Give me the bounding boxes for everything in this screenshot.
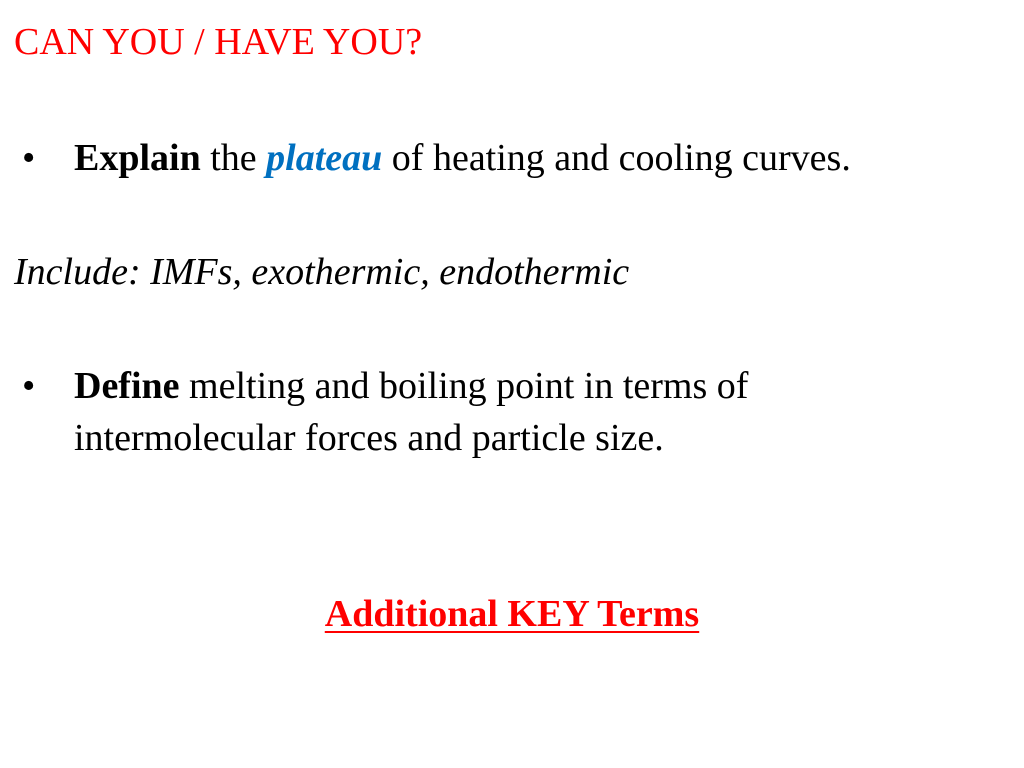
bullet-item-explain — [14, 132, 1014, 184]
additional-key-terms-link[interactable]: Additional KEY Terms — [324, 593, 700, 635]
bullet-text-after: of heating and cooling curves. — [391, 137, 851, 179]
additional-key-terms-row — [0, 588, 1024, 640]
bullet-item-define — [14, 360, 1014, 464]
bullet-lead-word: Define — [74, 365, 180, 407]
bullet-icon: • — [22, 365, 36, 407]
include-note: Include: IMFs, exothermic, endothermic — [14, 251, 630, 293]
slide-title: CAN YOU / HAVE YOU? — [14, 21, 423, 63]
bullet-text-after: melting and boiling point in terms of intermolecular forces and particle size. — [74, 365, 749, 459]
bullet-text — [74, 132, 954, 184]
highlight-term-plateau: plateau — [266, 137, 383, 179]
bullet-text — [74, 360, 954, 464]
bullet-lead-word: Explain — [74, 137, 201, 179]
bullet-text-before: the — [210, 137, 257, 179]
bullet-icon: • — [22, 137, 36, 179]
